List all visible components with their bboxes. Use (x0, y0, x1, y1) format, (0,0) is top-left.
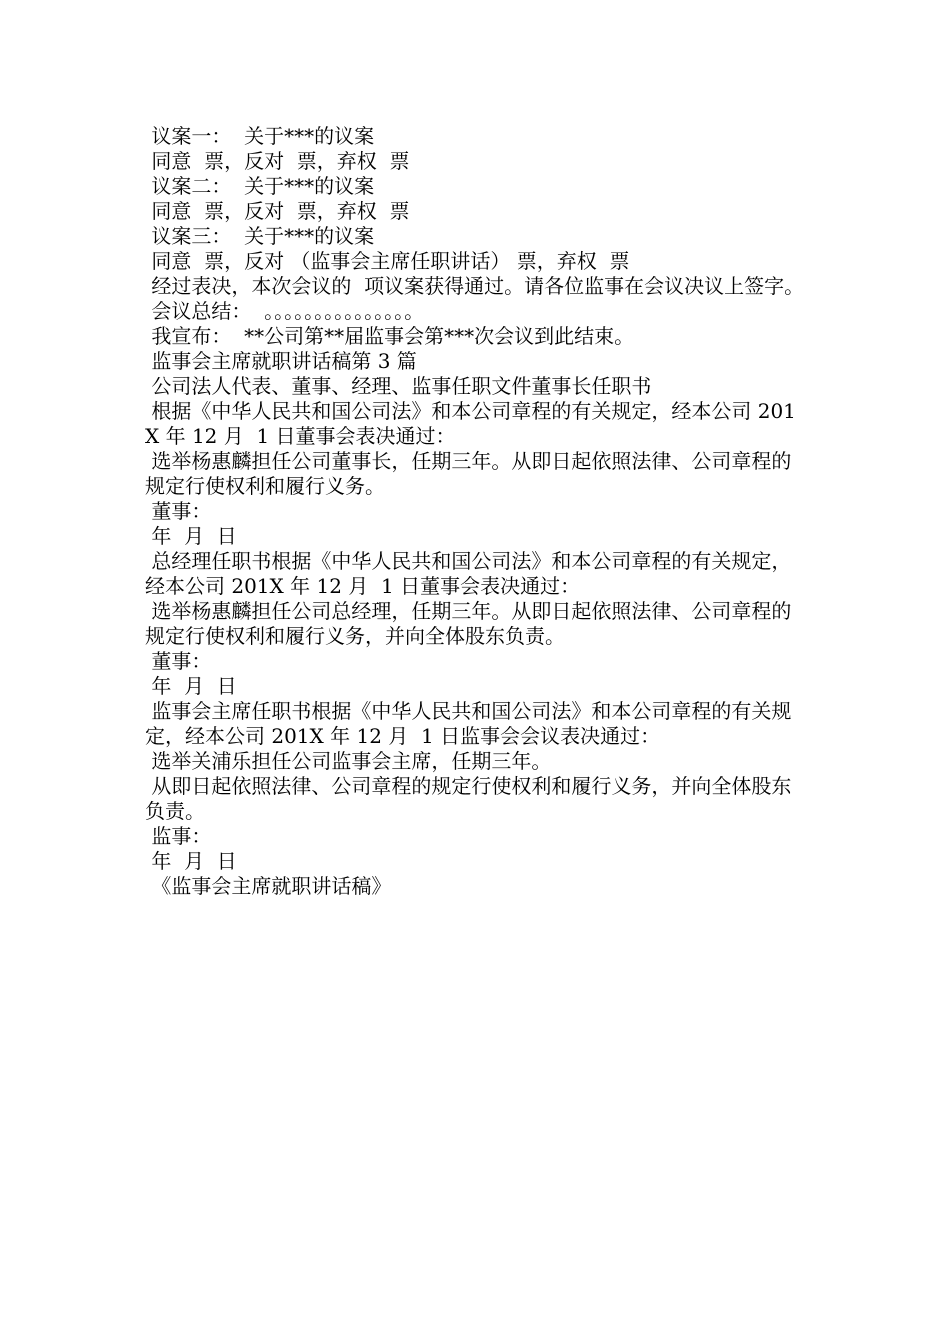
general-manager-appointment-paragraph: 选举杨惠麟担任公司总经理，任期三年。从即日起依照法律、公司章程的规定行使权利和履行义务，并向全体股东负责。 (145, 599, 792, 648)
supervisor-chair-resolution-paragraph: 监事会主席任职书根据《中华人民共和国公司法》和本公司章程的有关规定，经本公司 201X 年 12 月 1 日监事会会议表决通过： (145, 699, 792, 748)
document-title: 公司法人代表、董事、经理、监事任职文件董事长任职书 (145, 374, 652, 398)
motion-3-votes: 同意 票，反对 （监事会主席任职讲话） 票，弃权 票 (145, 249, 630, 273)
meeting-summary: 会议总结： 。。。。。。。。。。。。。。。 (145, 299, 425, 323)
date-line: 年 月 日 (145, 524, 237, 548)
closing-title: 《监事会主席就职讲话稿》 (145, 874, 392, 898)
document-page (145, 124, 810, 899)
date-line: 年 月 日 (145, 849, 237, 873)
vote-result-paragraph: 经过表决，本次会议的 项议案获得通过。请各位监事在会议决议上签字。 (145, 274, 805, 298)
motion-1-title: 议案一： 关于***的议案 (145, 124, 375, 148)
chairman-appointment-paragraph: 选举杨惠麟担任公司董事长，任期三年。从即日起依照法律、公司章程的规定行使权利和履行义务。 (145, 449, 792, 498)
director-signature-label: 董事： (145, 649, 212, 673)
meeting-closing-announcement: 我宣布： **公司第**届监事会第***次会议到此结束。 (145, 324, 635, 348)
director-signature-label: 董事： (145, 499, 212, 523)
section-heading: 监事会主席就职讲话稿第 3 篇 (145, 349, 417, 373)
motion-2-votes: 同意 票，反对 票，弃权 票 (145, 199, 410, 223)
motion-1-votes: 同意 票，反对 票，弃权 票 (145, 149, 410, 173)
motion-2-title: 议案二： 关于***的议案 (145, 174, 375, 198)
supervisor-signature-label: 监事： (145, 824, 212, 848)
motion-3-title: 议案三： 关于***的议案 (145, 224, 375, 248)
supervisor-chair-appointment: 选举关浦乐担任公司监事会主席，任期三年。 (145, 749, 552, 773)
general-manager-resolution-paragraph: 总经理任职书根据《中华人民共和国公司法》和本公司章程的有关规定，经本公司 201X 年 12 月 1 日董事会表决通过： (145, 549, 792, 598)
chairman-resolution-paragraph: 根据《中华人民共和国公司法》和本公司章程的有关规定，经本公司 201X 年 12 月 1 日董事会表决通过： (145, 399, 796, 448)
supervisor-chair-duties-paragraph: 从即日起依照法律、公司章程的规定行使权利和履行义务，并向全体股东负责。 (145, 774, 792, 823)
date-line: 年 月 日 (145, 674, 237, 698)
